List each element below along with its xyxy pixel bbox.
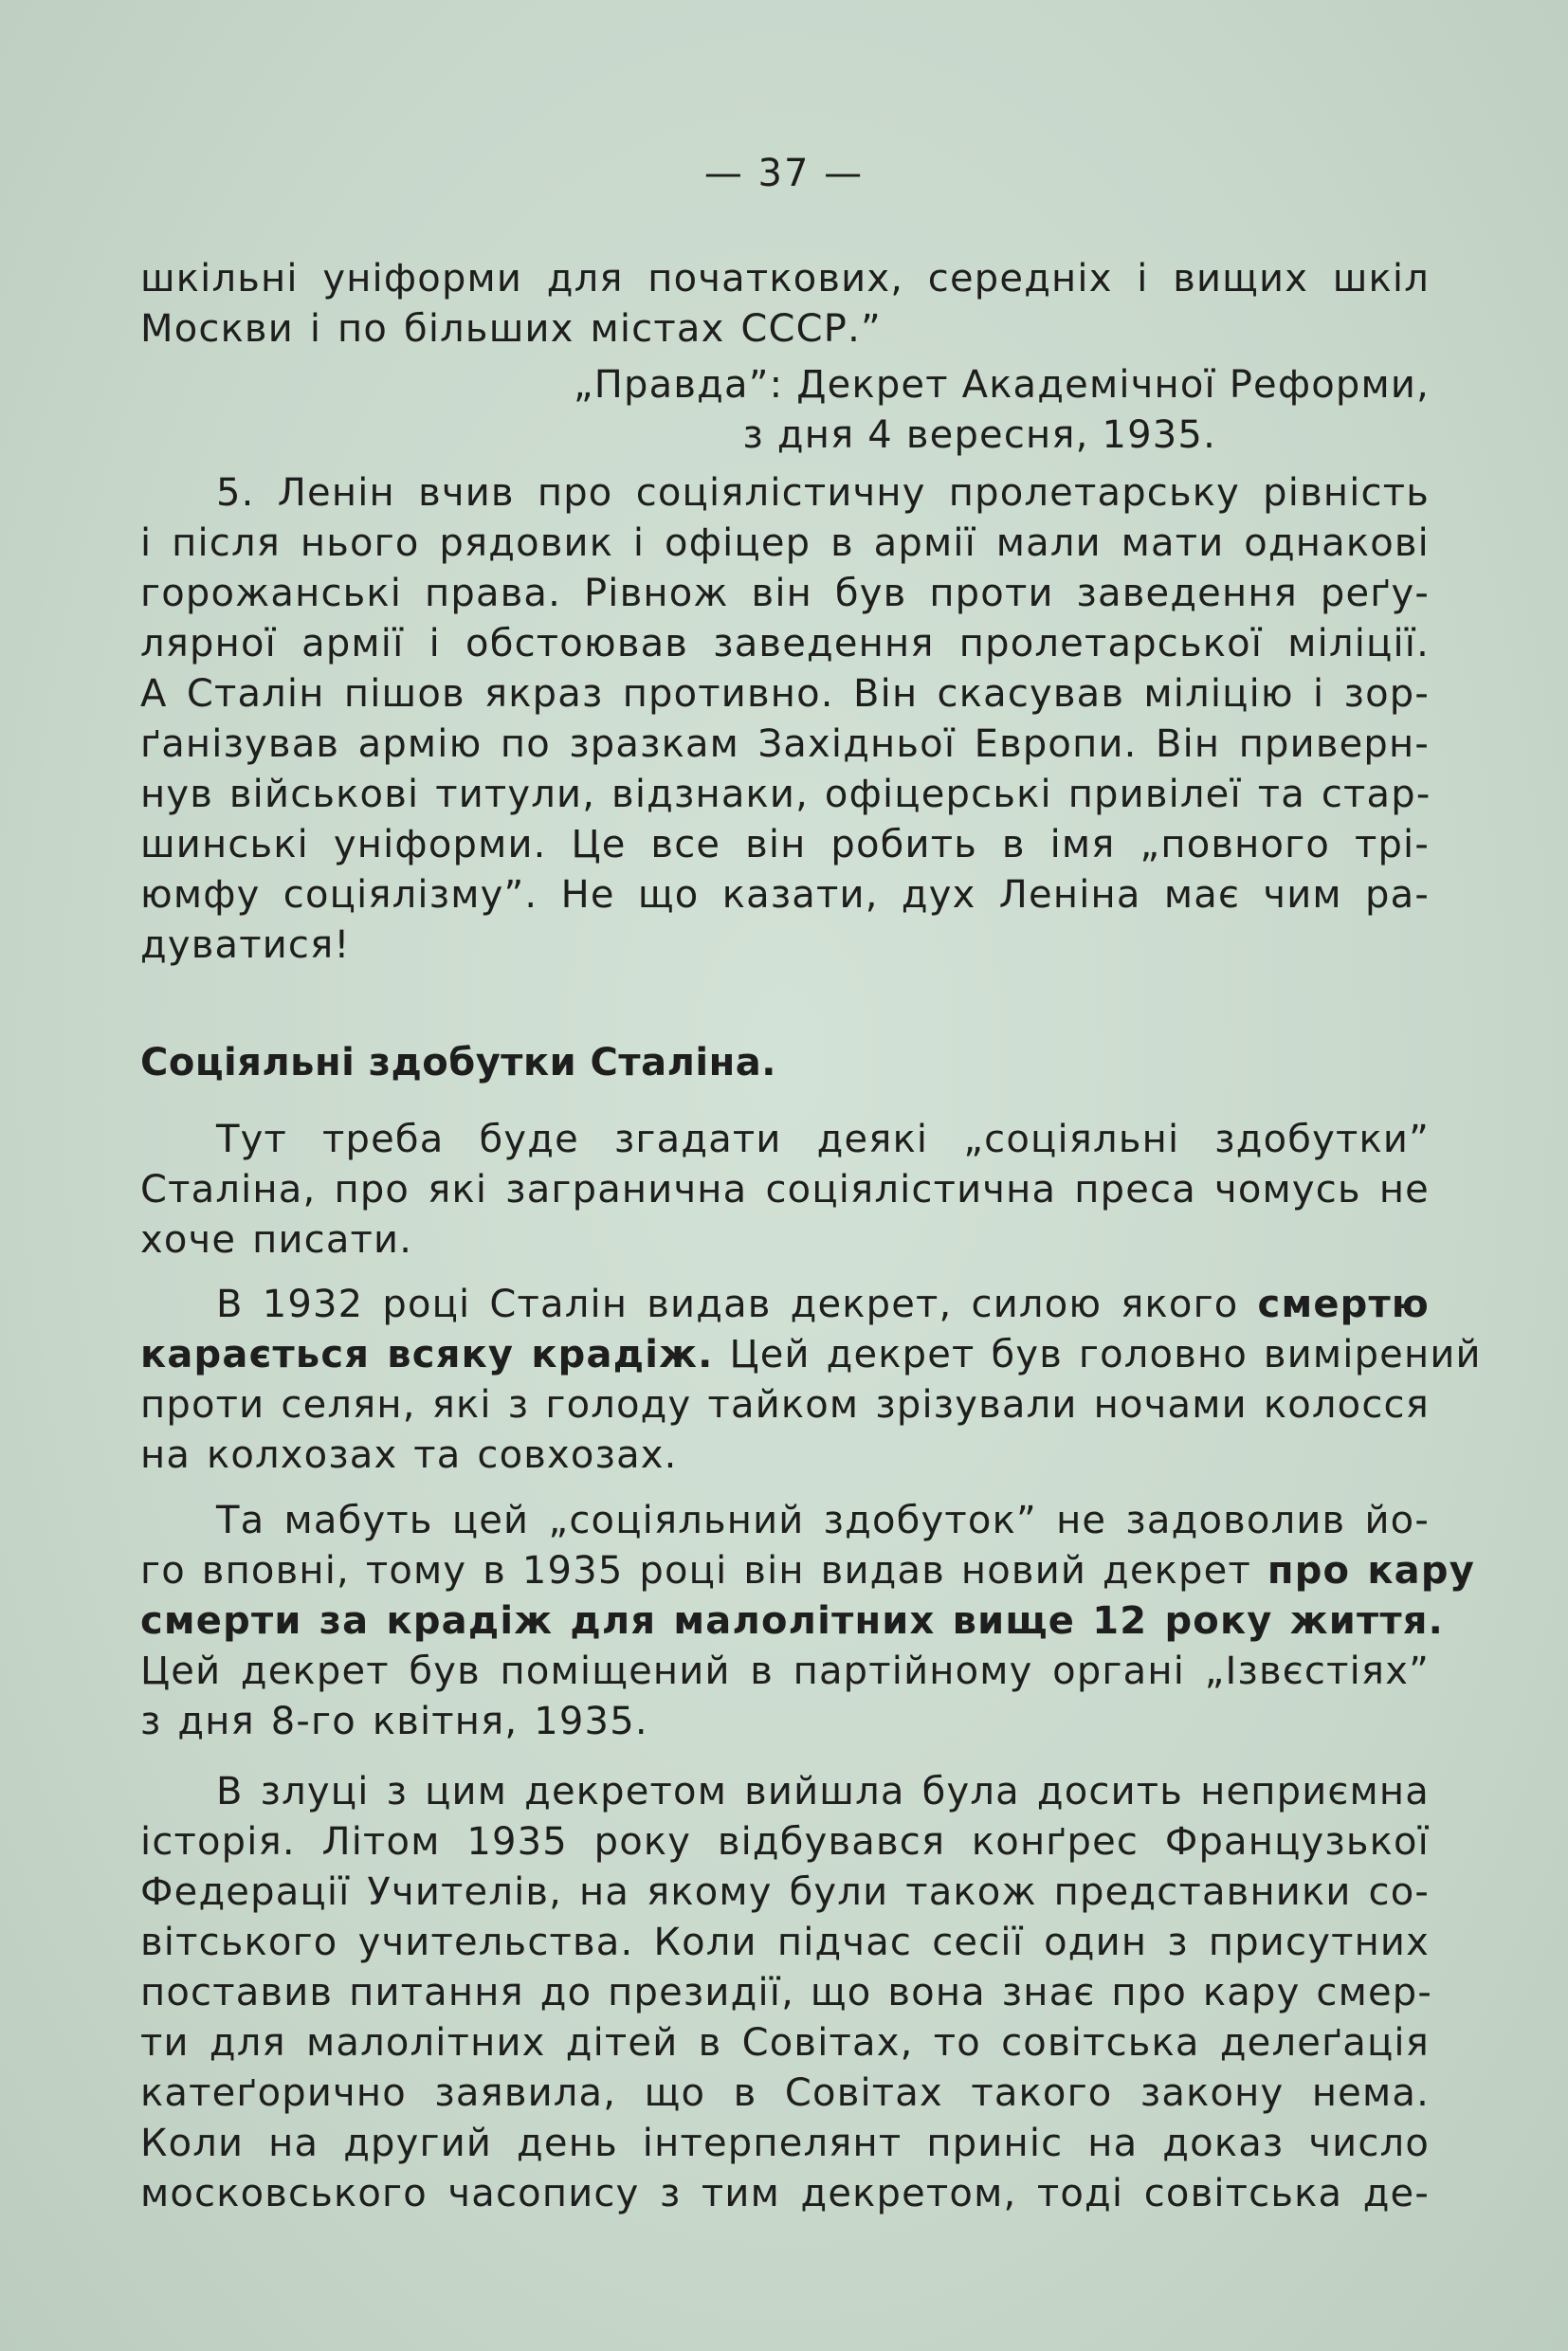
text-line: проти селян, які з голоду тайком зрізували ночами колосся	[140, 1383, 1430, 1427]
text-line: московського часопису з тим декретом, тоді совітська де-	[140, 2172, 1430, 2215]
text-run: го вповні, тому в 1935 році він видав новий декрет	[140, 1549, 1267, 1593]
text-line: Федерації Учителів, на якому були також представники со-	[140, 1870, 1430, 1914]
text-run: В 1932 році Сталін видав декрет, силою якого	[216, 1283, 1258, 1326]
text-line: на колхозах та совхозах.	[140, 1433, 678, 1477]
text-line	[140, 1330, 1482, 1380]
bold-text-run: смертю	[1257, 1283, 1430, 1326]
text-line: смерти за крадіж для малолітних вище 12 року життя.	[140, 1599, 1444, 1643]
text-line: з дня 8-го квітня, 1935.	[140, 1700, 648, 1743]
text-line: дуватися!	[140, 923, 351, 967]
text-run: Цей декрет був головно вимірений	[713, 1333, 1482, 1376]
section-heading: Соціяльні здобутки Сталіна.	[140, 1041, 776, 1084]
text-line: горожанські права. Рівнож він був проти заведення реґу-	[140, 572, 1430, 615]
source-citation	[140, 360, 1430, 461]
paragraph-1932-decree	[140, 1280, 1482, 1481]
citation-line: з дня 4 вересня, 1935.	[742, 413, 1216, 457]
text-line: Коли на другий день інтерпелянт приніс на доказ число	[140, 2122, 1430, 2165]
text-line: Сталіна, про які загранична соціялістична преса чомусь не	[140, 1168, 1430, 1212]
text-line	[140, 1280, 1430, 1330]
paragraph-5	[140, 468, 1430, 971]
text-line: лярної армії і обстоював заведення пролетарської міліції.	[140, 622, 1430, 665]
text-line: поставив питання до президії, що вона знає про кару смер-	[140, 1971, 1432, 2014]
bold-text-run: про кару	[1267, 1549, 1475, 1593]
citation-line: „Правда”: Декрет Академічної Реформи,	[573, 363, 1430, 407]
text-line	[140, 1546, 1475, 1596]
text-line: ґанізував армію по зразкам Західньої Европи. Він приверн-	[140, 722, 1430, 766]
paragraph-continued	[140, 254, 1430, 355]
text-line: Тут треба буде згадати деякі „соціяльні здобутки”	[216, 1118, 1430, 1161]
text-line: і після нього рядовик і офіцер в армії мали мати однакові	[140, 521, 1430, 565]
text-line: вітського учительства. Коли підчас сесії один з присутних	[140, 1921, 1430, 1964]
text-line: нув військові титули, відзнаки, офіцерські привілеї та стар-	[140, 773, 1431, 816]
paragraph-1935-decree	[140, 1496, 1475, 1747]
text-line: Та мабуть цей „соціяльний здобуток” не задоволив йо-	[216, 1499, 1430, 1542]
text-line: Москви і по більших містах СССР.”	[140, 307, 882, 351]
text-line: А Сталін пішов якраз противно. Він скасував міліцію і зор-	[140, 672, 1430, 716]
text-line: Цей декрет був поміщений в партійному органі „Ізвєстіях”	[140, 1649, 1430, 1693]
page-number: — 37 —	[703, 152, 865, 195]
text-line: ти для малолітних дітей в Совітах, то совітська делеґація	[140, 2021, 1430, 2065]
text-line: 5. Ленін вчив про соціялістичну пролетарську рівність	[216, 471, 1430, 515]
bold-text-run: карається всяку крадіж.	[140, 1333, 714, 1376]
text-line: хоче писати.	[140, 1218, 413, 1262]
text-line: шкільні уніформи для початкових, середніх і вищих шкіл	[140, 257, 1430, 301]
paragraph-intro	[140, 1115, 1430, 1266]
text-line: шинські уніформи. Це все він робить в імя „повного трі-	[140, 823, 1430, 866]
text-line: катеґорично заявила, що в Совітах такого закону нема.	[140, 2071, 1430, 2115]
text-line: історія. Літом 1935 року відбувався конґрес Французької	[140, 1820, 1430, 1864]
text-line: В злуці з цим декретом вийшла була досить неприємна	[216, 1770, 1430, 1813]
paragraph-congress-story	[140, 1767, 1430, 2219]
text-line: юмфу соціялізму”. Не що казати, дух Леніна має чим ра-	[140, 873, 1430, 917]
